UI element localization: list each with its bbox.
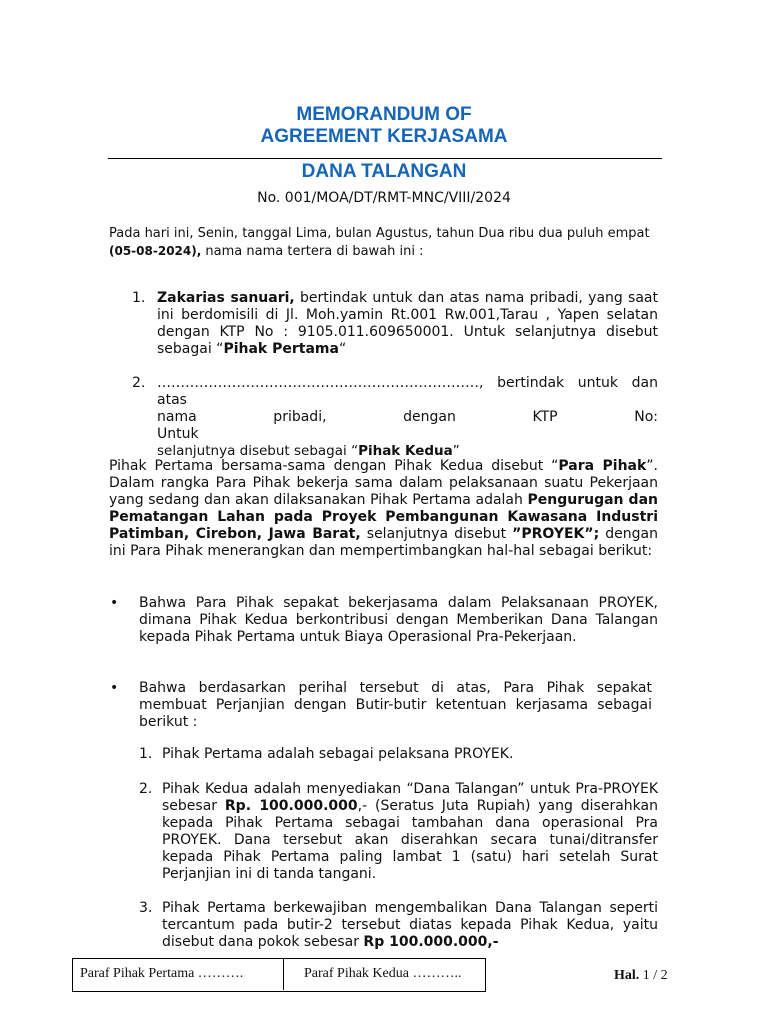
clause2-amount: Rp. 100.000.000: [224, 798, 358, 814]
document-title-line2: AGREEMENT KERJASAMA: [260, 126, 508, 147]
clause3-amount: Rp 100.000.000,-: [363, 934, 499, 950]
party2-block: ……………………………………………………………, bertindak untuk dan atas nama pribadi, dengan KTP No: Untuk selanjutnya disebut sebagai “Pihak Kedua”: [157, 375, 658, 459]
clause1-marker: 1.: [139, 746, 153, 762]
intro-line1: Pada hari ini, Senin, tanggal Lima, bulan Agustus, tahun Dua ribu dua puluh empat: [109, 226, 650, 241]
party1-role: Pihak Pertama: [223, 341, 339, 357]
document-title-line1: MEMORANDUM OF: [296, 104, 472, 125]
clause-3: Pihak Pertama berkewajiban mengembalikan Dana Talangan seperti tercantum pada butir-2 tersebut diatas kepada Pihak Kedua, yaitu disebut dana pokok sebesar Rp 100.000.000,-: [162, 900, 658, 950]
clause2-marker: 2.: [139, 781, 153, 797]
intro-paragraph: [109, 227, 667, 259]
clause3-marker: 3.: [139, 900, 153, 916]
title-divider: [108, 158, 662, 159]
clause-1: Pihak Pertama adalah sebagai pelaksana PROYEK.: [162, 746, 514, 762]
paraf-pihak-kedua: Paraf Pihak Kedua ………..: [304, 966, 462, 981]
document-subtitle: DANA TALANGAN: [301, 161, 467, 182]
bullet-marker: •: [110, 680, 119, 696]
paraf-pihak-pertama: Paraf Pihak Pertama ……….: [80, 966, 244, 981]
party1-marker: 1.: [132, 290, 146, 306]
party2-name-placeholder: ……………………………………………………………,: [157, 375, 484, 391]
page-number: Hal. 1 / 2: [614, 968, 668, 983]
party2-role: Pihak Kedua: [358, 443, 453, 459]
intro-date: (05-08-2024),: [109, 244, 202, 258]
party1-block: Zakarias sanuari, bertindak untuk dan atas nama pribadi, yang saat ini berdomisili di Jl. Moh.yamin Rt.001 Rw.001,Tarau , Yapen selatan dengan KTP No : 9105.011.609650001. Untuk selanjutnya disebut sebagai “Pihak Pertama“: [157, 290, 658, 357]
bullet-item-1: Bahwa Para Pihak sepakat bekerjasama dalam Pelaksanaan PROYEK, dimana Pihak Kedua berkontribusi dengan Memberikan Dana Talangan kepada Pihak Pertama untuk Biaya Operasional Pra-Pekerjaan.: [139, 595, 658, 645]
bullet-item-2: Bahwa berdasarkan perihal tersebut di atas, Para Pihak sepakat membuat Perjanjian dengan Butir-butir ketentuan kerjasama sebagai berikut :: [139, 680, 652, 730]
bullet-marker: •: [110, 595, 119, 611]
paraf-divider: [283, 958, 284, 990]
clause-2: Pihak Kedua adalah menyediakan “Dana Talangan” untuk Pra-PROYEK sebesar Rp. 100.000.000,- (Seratus Juta Rupiah) yang diserahkan kepada Pihak Pertama sebagai tambahan dana operasional Pra PROYEK. Dana tersebut akan diserahkan secara tunai/ditransfer kepada Pihak Pertama paling lambat 1 (satu) hari setelah Surat Perjanjian ini di tanda tangani.: [162, 781, 658, 882]
party2-ktp-line: nama pribadi, dengan KTP No:: [157, 409, 658, 425]
intro-line2: nama nama tertera di bawah ini :: [201, 244, 424, 259]
body-paragraph: Pihak Pertama bersama-sama dengan Pihak Kedua disebut “Para Pihak”. Dalam rangka Para Pihak bekerja sama dalam pelaksanaan suatu Pekerjaan yang sedang dan akan dilaksanakan Pihak Pertama adalah Pengurugan dan Pematangan Lahan pada Proyek Pembangunan Kawasana Industri Patimban, Cirebon, Jawa Barat, selanjutnya disebut ”PROYEK”; dengan ini Para Pihak menerangkan dan mempertimbangkan hal-hal sebagai berikut:: [109, 458, 658, 559]
document-number: No. 001/MOA/DT/RMT-MNC/VIII/2024: [257, 190, 511, 206]
party2-marker: 2.: [132, 375, 146, 391]
party1-name: Zakarias sanuari,: [157, 290, 295, 306]
